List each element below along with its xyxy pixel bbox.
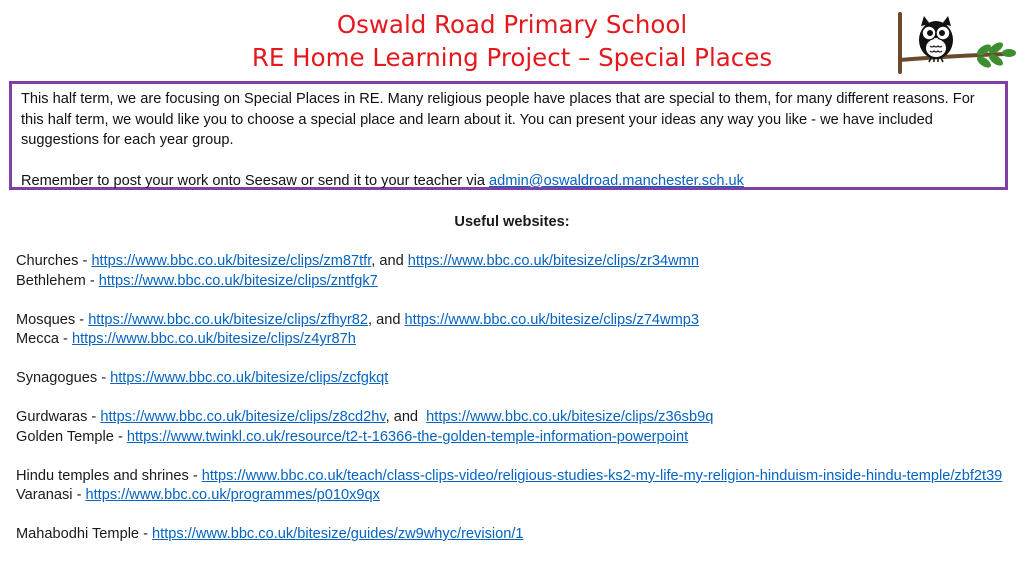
bethlehem-label: Bethlehem -: [16, 272, 99, 289]
reminder-line: [21, 171, 996, 192]
separator-text: , and: [371, 253, 408, 269]
mosques-label: Mosques -: [16, 311, 89, 328]
gurdwaras-link-2[interactable]: https://www.bbc.co.uk/bitesize/clips/z36sb9q: [426, 409, 714, 425]
list-item: [16, 330, 1016, 350]
list-item: [16, 525, 1016, 545]
churches-label: Churches -: [16, 253, 92, 269]
mosques-link-1[interactable]: https://www.bbc.co.uk/bitesize/clips/zfhyr82: [88, 311, 369, 328]
varanasi-link[interactable]: https://www.bbc.co.uk/programmes/p010x9qx: [85, 487, 380, 503]
list-item: [16, 486, 1016, 506]
email-link[interactable]: admin@oswaldroad.manchester.sch.uk: [489, 172, 744, 189]
mosques-link-2[interactable]: https://www.bbc.co.uk/bitesize/clips/z74wmp3: [404, 311, 699, 328]
list-item: [16, 467, 1016, 487]
mecca-link[interactable]: https://www.bbc.co.uk/bitesize/clips/z4yr87h: [71, 331, 356, 347]
useful-websites-heading: Useful websites:: [454, 214, 570, 230]
website-list: [16, 252, 1016, 545]
list-item: [16, 408, 1016, 428]
churches-link-1[interactable]: https://www.bbc.co.uk/bitesize/clips/zm87tfr: [91, 253, 372, 269]
hindu-temples-label: Hindu temples and shrines -: [16, 467, 202, 484]
owl-on-branch-icon: [888, 10, 1018, 78]
separator-text: , and: [368, 311, 405, 328]
list-item: [16, 311, 1016, 331]
synagogues-link[interactable]: https://www.bbc.co.uk/bitesize/clips/zcfgkqt: [110, 370, 389, 386]
separator-text: , and: [385, 409, 427, 425]
list-item: [16, 428, 1016, 448]
list-item: [16, 369, 1016, 389]
intro-box: [9, 81, 1008, 190]
project-title: RE Home Learning Project – Special Places: [251, 43, 773, 72]
mahabodhi-label: Mahabodhi Temple -: [16, 526, 153, 542]
school-logo: [888, 10, 1018, 78]
intro-paragraph: This half term, we are focusing on Special Places in RE. Many religious people have places that are special to them, for many different reasons. For this half term, we would like you to choose a special place and learn about it. You can present your ideas any way you like - we have included suggestions for each year group.: [21, 91, 975, 148]
mecca-label: Mecca -: [16, 331, 72, 347]
hindu-temples-link[interactable]: https://www.bbc.co.uk/teach/class-clips-video/religious-studies-ks2-my-life-my-religion-hinduism-inside-hindu-temple/zbf2t39: [201, 467, 1003, 484]
bethlehem-link[interactable]: https://www.bbc.co.uk/bitesize/clips/zntfgk7: [98, 272, 378, 289]
gurdwaras-link-1[interactable]: https://www.bbc.co.uk/bitesize/clips/z8cd2hv: [100, 409, 386, 425]
page-title: [0, 8, 1024, 74]
gurdwaras-label: Gurdwaras -: [16, 409, 101, 425]
mahabodhi-link[interactable]: https://www.bbc.co.uk/bitesize/guides/zw9whyc/revision/1: [152, 526, 524, 542]
churches-link-2[interactable]: https://www.bbc.co.uk/bitesize/clips/zr34wmn: [407, 253, 699, 269]
list-item: [16, 252, 1016, 272]
synagogues-label: Synagogues -: [16, 370, 111, 386]
school-name: Oswald Road Primary School: [336, 10, 688, 39]
golden-temple-label: Golden Temple -: [16, 428, 127, 445]
list-item: [16, 272, 1016, 292]
varanasi-label: Varanasi -: [16, 487, 86, 503]
reminder-text: Remember to post your work onto Seesaw or send it to your teacher via: [21, 172, 490, 189]
golden-temple-link[interactable]: https://www.twinkl.co.uk/resource/t2-t-16366-the-golden-temple-information-powerpoint: [126, 428, 689, 445]
